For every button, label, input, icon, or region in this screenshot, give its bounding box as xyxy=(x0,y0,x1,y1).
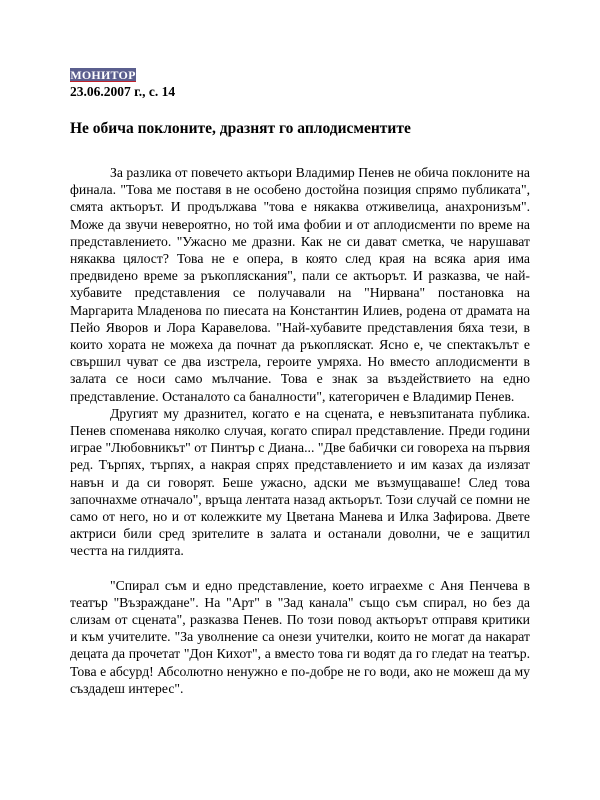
article-paragraph-1: За разлика от повечето актьори Владимир Пенев не обича поклоните на финала. "Това ме поставя в не особено достойна позиция спрямо публиката", смята актьорът. И продължава "това е някаква отживелица, анахронизъм". Може да звучи невероятно, но той има фобии и от аплодисменти по време на представлението. "Ужасно ме дразни. Как не си дават сметка, че нарушават някаква цялост? Това не е опера, в която след края на всяка ария има предвидено време за ръкопляскания", пали се актьорът. И разказва, че най-хубавите представления се получавали на "Нирвана" постановка на Маргарита Младенова по пиесата на Константин Илиев, родена от драмата на Пейо Яворов и Лора Каравелова. "Най-хубавите представления бяха тези, в които хората не можеха да почнат да ръкопляскат. Ясно е, че спектакълът е свършил чуват се два изстрела, героите умряха. Но вместо аплодисменти в залата се носи само мълчание. Това е знак за въздействието на едно представление. Останалото са баналности", категоричен е Владимир Пенев. xyxy=(70,165,530,404)
monitor-logo: МОНИТОР xyxy=(70,68,136,82)
article-body xyxy=(70,164,530,697)
source-date-page: 23.06.2007 г., с. 14 xyxy=(70,84,176,99)
article-paragraph-3: "Спирал съм и едно представление, което играехме с Аня Пенчева в театър "Възраждане". На "Арт" в "Зад канала" също съм спирал, но без да слизам от сцената", разказва Пенев. По този повод актьорът отправя критики и към учителите. "За уволнение са онези учителки, които не могат да накарат децата да прочетат "Дон Кихот", а вместо това ги водят да го гледат на театър. Това е абсурд! Абсолютно ненужно е по-добре не го води, ако не можеш да му създадеш интерес". xyxy=(70,577,530,696)
article-paragraph-2: Другият му дразнител, когато е на сцената, е невъзпитаната публика. Пенев споменава няколко случая, когато спирал представление. Преди години играе "Любовникът" от Пинтър с Диана... "Две бабички си говореха на първия ред. Търпях, търпях, а накрая спрях представлението и им казах да излязат навън и да си говорят. Беше ужасно, адски ме възмущаваше! След това започнахме отначало", връща лентата назад актьорът. Този случай се помни не само от него, но и от колежките му Цветана Манева и Илка Зафирова. Двете актриси били сред зрителите в залата и останали доволни, че е защитил честта на гилдията. xyxy=(70,405,530,559)
article-title: Не обича поклоните, дразнят го аплодисментите xyxy=(70,120,411,137)
